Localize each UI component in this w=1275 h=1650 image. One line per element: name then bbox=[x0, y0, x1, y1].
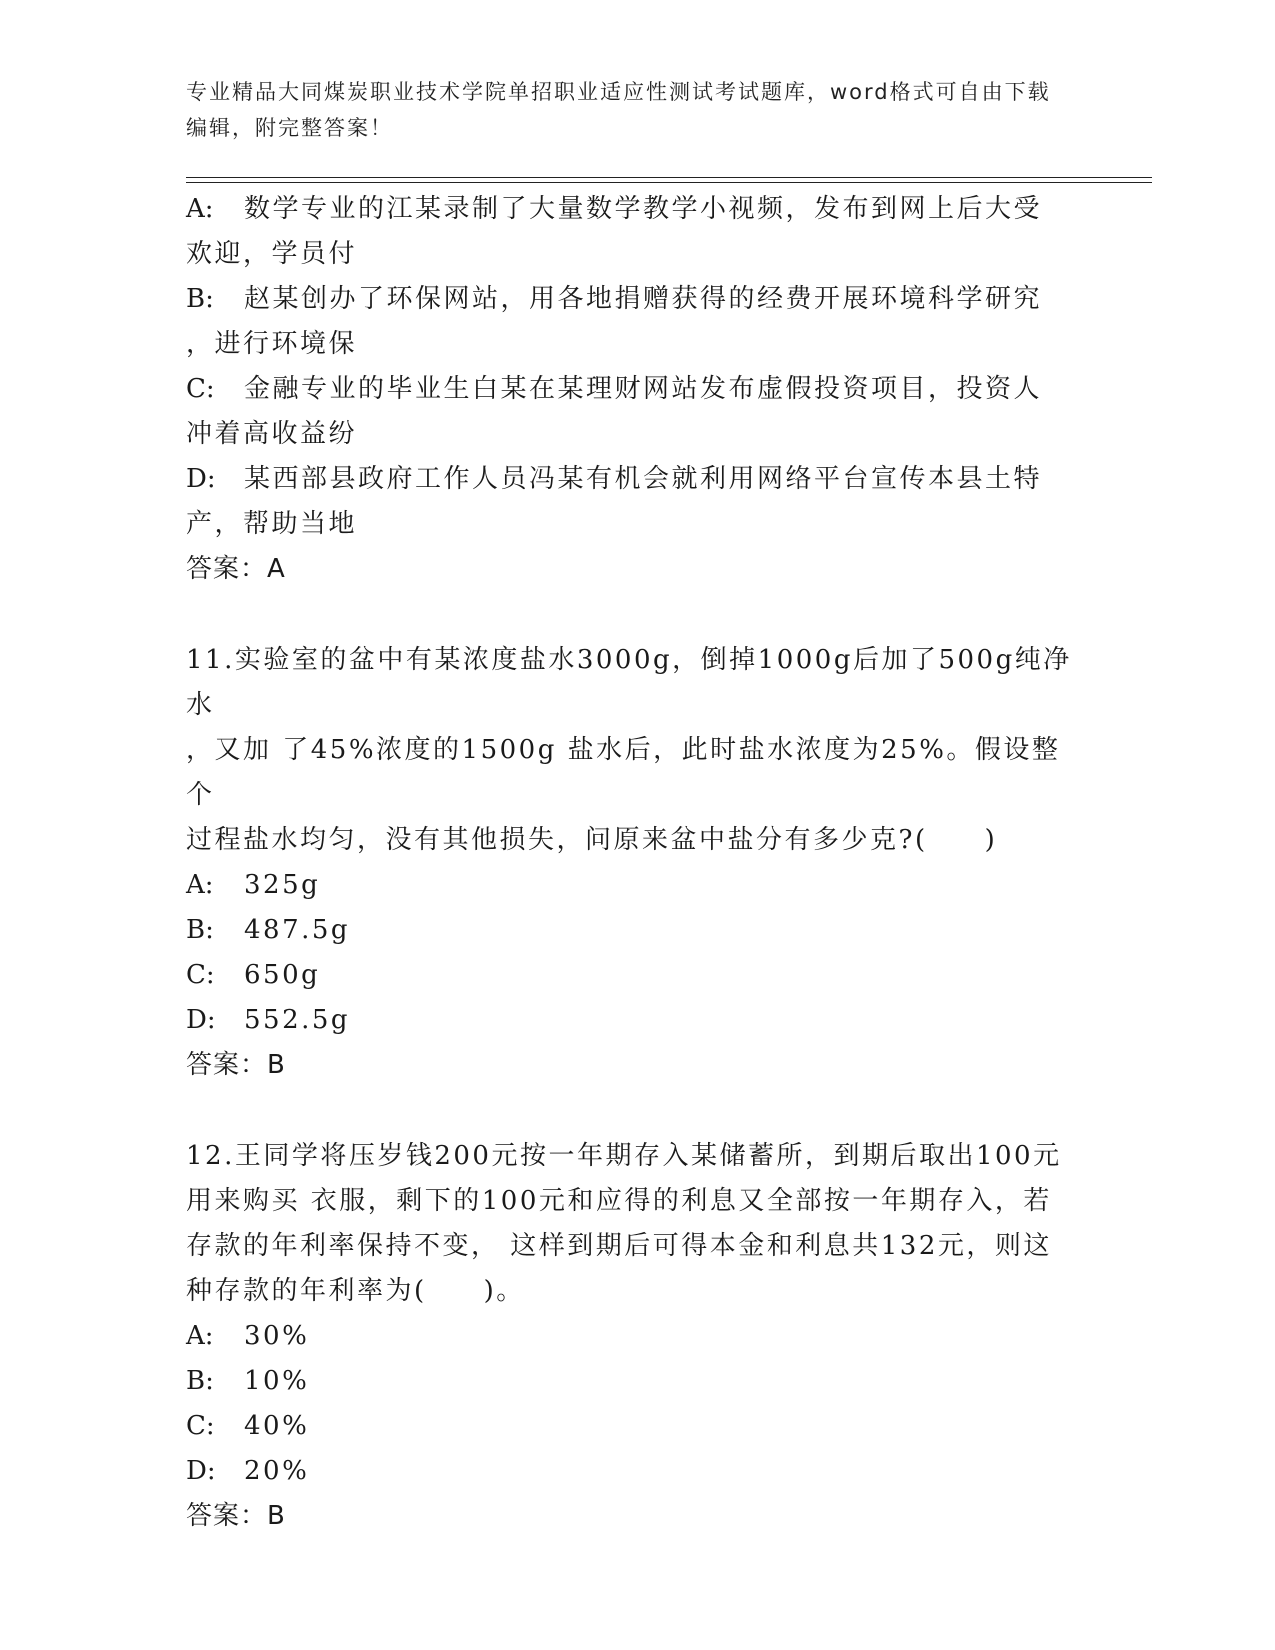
q10-answer: 答案：A bbox=[186, 554, 286, 584]
option-letter: A: bbox=[186, 870, 214, 900]
header-rule-top bbox=[186, 177, 1152, 178]
option-text: 487.5g bbox=[244, 915, 351, 945]
q12-option-d bbox=[186, 1449, 1086, 1494]
q12-option-b bbox=[186, 1359, 1086, 1404]
option-text-cont: 冲着高收益纷 bbox=[186, 419, 358, 449]
q10-option-a bbox=[186, 187, 1086, 277]
q10-option-c bbox=[186, 367, 1086, 457]
option-text: 40% bbox=[244, 1411, 310, 1441]
stem-line: 存款的年利率保持不变， 这样到期后可得本金和利息共132元，则这 bbox=[186, 1231, 1052, 1261]
option-text: 10% bbox=[244, 1366, 310, 1396]
option-text-cont: 产，帮助当地 bbox=[186, 509, 358, 539]
spacer bbox=[186, 592, 1086, 638]
option-letter: B: bbox=[186, 1366, 214, 1396]
q12-answer: 答案：B bbox=[186, 1501, 286, 1531]
option-letter: B: bbox=[186, 284, 214, 314]
option-text: 金融专业的毕业生白某在某理财网站发布虚假投资项目，投资人 bbox=[244, 374, 1043, 404]
option-text: 赵某创办了环保网站，用各地捐赠获得的经费开展环境科学研究 bbox=[244, 284, 1043, 314]
stem-line: 12.王同学将压岁钱200元按一年期存入某储蓄所，到期后取出100元 bbox=[186, 1141, 1062, 1171]
q12-option-c bbox=[186, 1404, 1086, 1449]
q11-stem bbox=[186, 638, 1086, 863]
stem-line: ，又加 了45%浓度的1500g 盐水后，此时盐水浓度为25%。假设整个 bbox=[186, 735, 1061, 810]
q11-option-c bbox=[186, 953, 1086, 998]
q11-option-d bbox=[186, 998, 1086, 1043]
stem-line: 种存款的年利率为( )。 bbox=[186, 1276, 525, 1306]
option-letter: C: bbox=[186, 1411, 215, 1441]
header-rule-bottom bbox=[186, 182, 1152, 183]
option-text: 552.5g bbox=[244, 1005, 351, 1035]
option-letter: D: bbox=[186, 1456, 216, 1486]
option-letter: A: bbox=[186, 1321, 214, 1351]
stem-line: 11.实验室的盆中有某浓度盐水3000g，倒掉1000g后加了500g纯净水 bbox=[186, 645, 1072, 720]
q10-option-b bbox=[186, 277, 1086, 367]
option-letter: A: bbox=[186, 194, 214, 224]
q11-option-a bbox=[186, 863, 1086, 908]
option-text-cont: ，进行环境保 bbox=[186, 329, 358, 359]
stem-line: 用来购买 衣服，剩下的100元和应得的利息又全部按一年期存入，若 bbox=[186, 1186, 1052, 1216]
q11-answer: 答案：B bbox=[186, 1050, 286, 1080]
option-letter: D: bbox=[186, 464, 216, 494]
option-text: 某西部县政府工作人员冯某有机会就利用网络平台宣传本县土特 bbox=[244, 464, 1043, 494]
option-text: 20% bbox=[244, 1456, 310, 1486]
option-text: 325g bbox=[244, 870, 321, 900]
option-letter: C: bbox=[186, 374, 215, 404]
q12-stem bbox=[186, 1134, 1086, 1314]
header-intro: 专业精品大同煤炭职业技术学院单招职业适应性测试考试题库，word格式可自由下载编辑，附完整答案！ bbox=[186, 80, 1051, 140]
q10-option-d bbox=[186, 457, 1086, 547]
option-text-cont: 欢迎，学员付 bbox=[186, 239, 358, 269]
option-text: 650g bbox=[244, 960, 321, 990]
option-letter: D: bbox=[186, 1005, 216, 1035]
spacer bbox=[186, 1088, 1086, 1134]
option-letter: C: bbox=[186, 960, 215, 990]
stem-line: 过程盐水均匀，没有其他损失，问原来盆中盐分有多少克?( ) bbox=[186, 825, 998, 855]
q12-option-a bbox=[186, 1314, 1086, 1359]
option-letter: B: bbox=[186, 915, 214, 945]
option-text: 数学专业的江某录制了大量数学教学小视频，发布到网上后大受 bbox=[244, 194, 1043, 224]
option-text: 30% bbox=[244, 1321, 310, 1351]
q11-option-b bbox=[186, 908, 1086, 953]
question-content bbox=[186, 187, 1086, 1539]
